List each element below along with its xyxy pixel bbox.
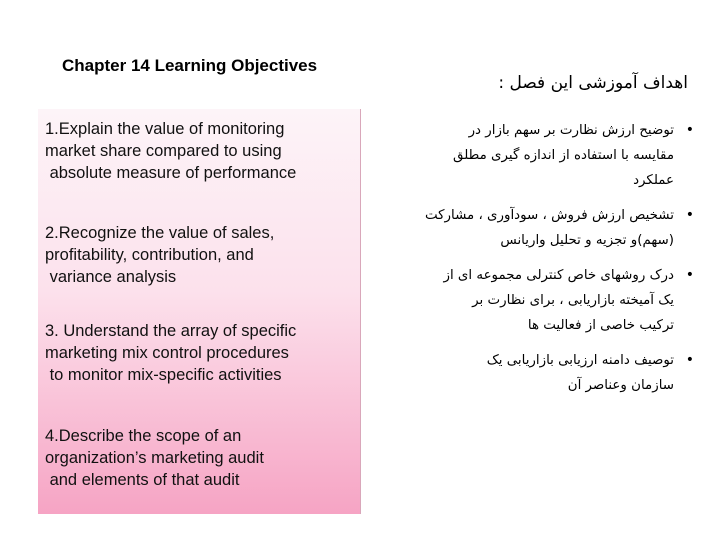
fa-item-text: درک روشهای خاص کنترلی مجموعه ای از یک آمیخته بازاریابی ، برای نظارت بر ترکیب خاصی از فعالیت ها	[443, 268, 674, 333]
fa-list-item	[378, 118, 698, 193]
persian-title: اهداف آموزشی این فصل :	[498, 73, 688, 93]
objective-1: 1.Explain the value of monitoring market share compared to using absolute measure of performance	[45, 120, 297, 182]
fa-item-text: تشخیص ارزش فروش ، سودآوری ، مشارکت (سهم)و تجزیه و تحلیل واریانس	[425, 208, 674, 248]
fa-list-item	[378, 203, 698, 253]
objective-4: 4.Describe the scope of an organization’s marketing audit and elements of that audit	[45, 427, 264, 489]
objective-2: 2.Recognize the value of sales, profitability, contribution, and variance analysis	[45, 224, 275, 286]
bullet-icon: •	[685, 267, 694, 283]
fa-list-item	[378, 263, 698, 338]
persian-objectives-list	[378, 118, 698, 408]
fa-list-item	[378, 348, 698, 398]
objective-3: 3. Understand the array of specific marketing mix control procedures to monitor mix-specific activities	[45, 322, 297, 384]
bullet-icon: •	[685, 207, 694, 223]
english-title: Chapter 14 Learning Objectives	[62, 56, 318, 75]
objectives-panel	[38, 109, 361, 514]
bullet-icon: •	[685, 122, 694, 138]
fa-item-text: توضیح ارزش نظارت بر سهم بازار در مقایسه با استفاده از اندازه گیری مطلق عملکرد	[453, 123, 674, 188]
fa-item-text: توصیف دامنه ارزیابی بازاریابی یک سازمان وعناصر آن	[486, 353, 674, 393]
bullet-icon: •	[685, 352, 694, 368]
